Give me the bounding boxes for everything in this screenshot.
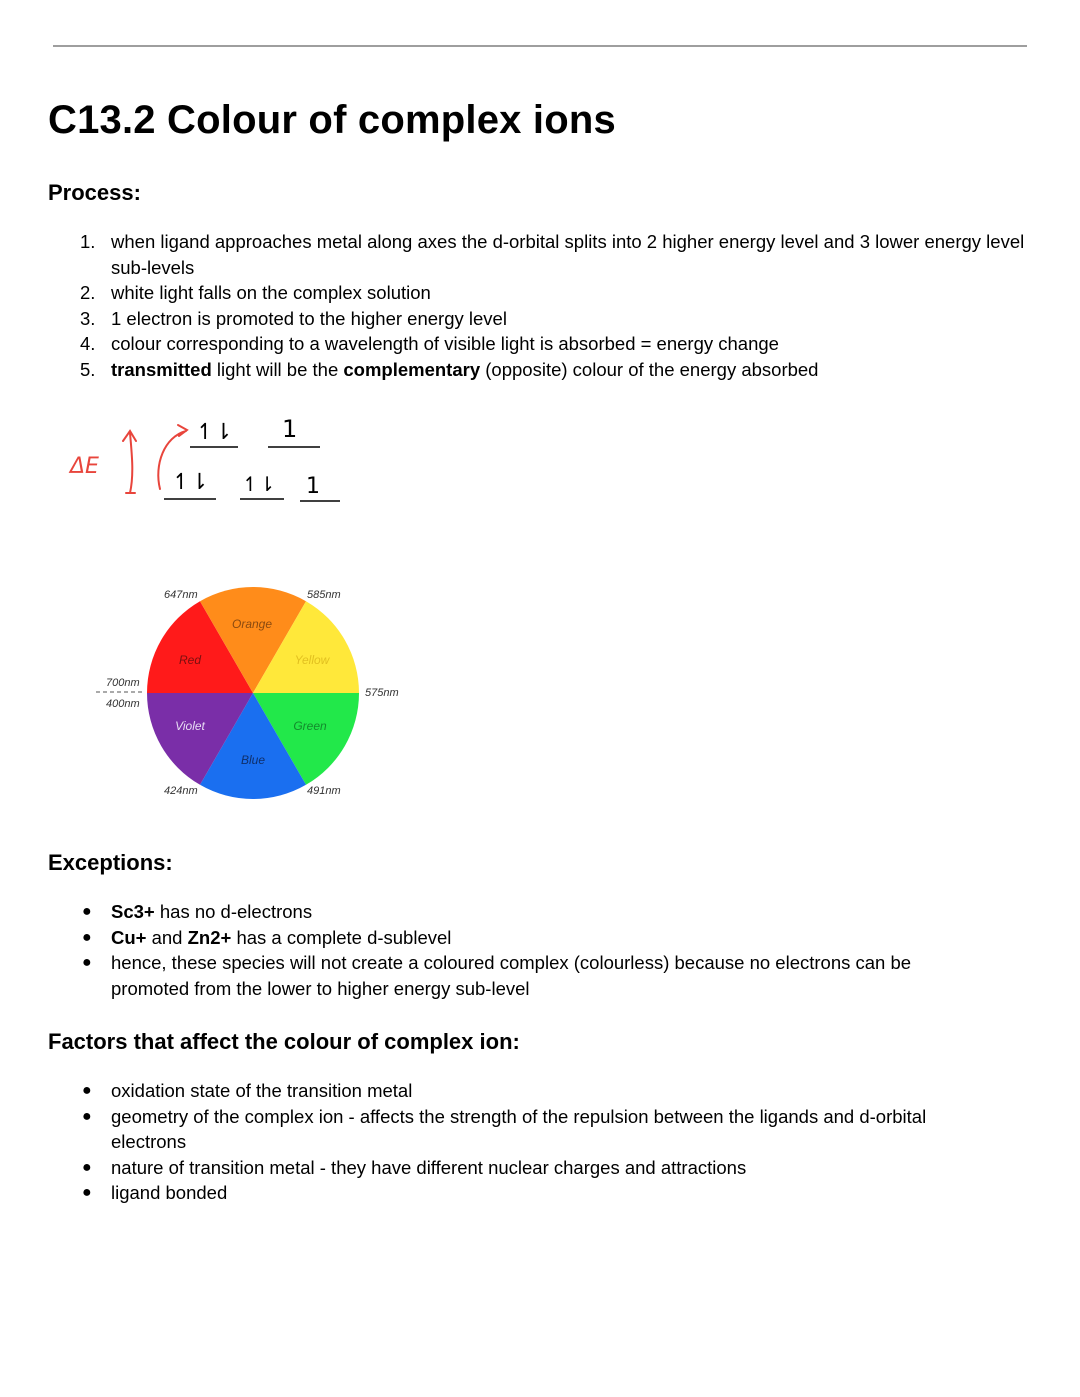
list-item: 4. colour corresponding to a wavelength of visible light is absorbed = energy change bbox=[80, 333, 779, 355]
process-steps bbox=[80, 229, 1040, 383]
list-item: ● geometry of the complex ion - affects the strength of the repulsion between the ligands and d-orbital electrons bbox=[82, 1105, 927, 1153]
wheel-label-blue: Blue bbox=[240, 753, 266, 767]
list-item: ● nature of transition metal - they have different nuclear charges and attractions bbox=[82, 1156, 747, 1178]
process-heading: Process: bbox=[48, 180, 141, 205]
upper-level-1-electrons: ↿⇂ bbox=[196, 420, 233, 445]
top-divider bbox=[53, 45, 1027, 47]
wavelength-575: 575nm bbox=[365, 687, 399, 699]
list-item: ● Sc3+ has no d-electrons bbox=[82, 901, 313, 922]
upper-level-2-electrons: 1 bbox=[282, 415, 298, 443]
list-item: ● ligand bonded bbox=[82, 1182, 228, 1204]
wheel-label-red: Red bbox=[178, 653, 202, 667]
colour-wheel bbox=[90, 580, 420, 810]
delta-e-arrow bbox=[123, 431, 136, 493]
wheel-label-orange: Orange bbox=[231, 617, 273, 631]
page-title: C13.2 Colour of complex ions bbox=[48, 98, 616, 142]
wheel-label-yellow: Yellow bbox=[294, 653, 330, 667]
list-item: ● hence, these species will not create a coloured complex (colourless) because no electrons can be promoted from the lower to higher energy sub-level bbox=[82, 952, 912, 999]
exceptions-heading: Exceptions: bbox=[48, 850, 173, 875]
factors-heading: Factors that affect the colour of complex ion: bbox=[48, 1029, 520, 1054]
factors-list bbox=[80, 1078, 980, 1206]
list-item: ● oxidation state of the transition metal bbox=[82, 1080, 413, 1101]
wavelength-400: 400nm bbox=[106, 698, 140, 710]
lower-level-2-electrons: ↿⇂ bbox=[242, 472, 276, 496]
wavelength-647: 647nm bbox=[164, 589, 198, 601]
wavelength-424: 424nm bbox=[164, 785, 198, 797]
list-item: 3. 1 electron is promoted to the higher energy level bbox=[80, 307, 507, 329]
wheel-label-violet: Violet bbox=[175, 719, 205, 733]
wavelength-585: 585nm bbox=[307, 589, 341, 601]
lower-level-1-electrons: ↿⇂ bbox=[172, 470, 209, 495]
wavelength-700: 700nm bbox=[106, 677, 140, 689]
list-item: 5. transmitted light will be the complementary (opposite) colour of the energy absorbed bbox=[80, 358, 819, 380]
list-item: ● Cu+ and Zn2+ has a complete d-sublevel bbox=[82, 926, 452, 948]
list-item: 2. white light falls on the complex solution bbox=[80, 282, 431, 304]
list-item: 1. when ligand approaches metal along axes the d-orbital splits into 2 higher energy level and 3 lower energy level sub-levels bbox=[80, 231, 1025, 278]
wheel-label-green: Green bbox=[293, 719, 327, 733]
delta-e-label: ΔE bbox=[70, 454, 99, 479]
lower-level-3-electrons: 1 bbox=[306, 474, 320, 499]
orbital-splitting-sketch bbox=[60, 405, 360, 515]
wavelength-491: 491nm bbox=[307, 785, 341, 797]
exceptions-list bbox=[80, 899, 970, 1001]
